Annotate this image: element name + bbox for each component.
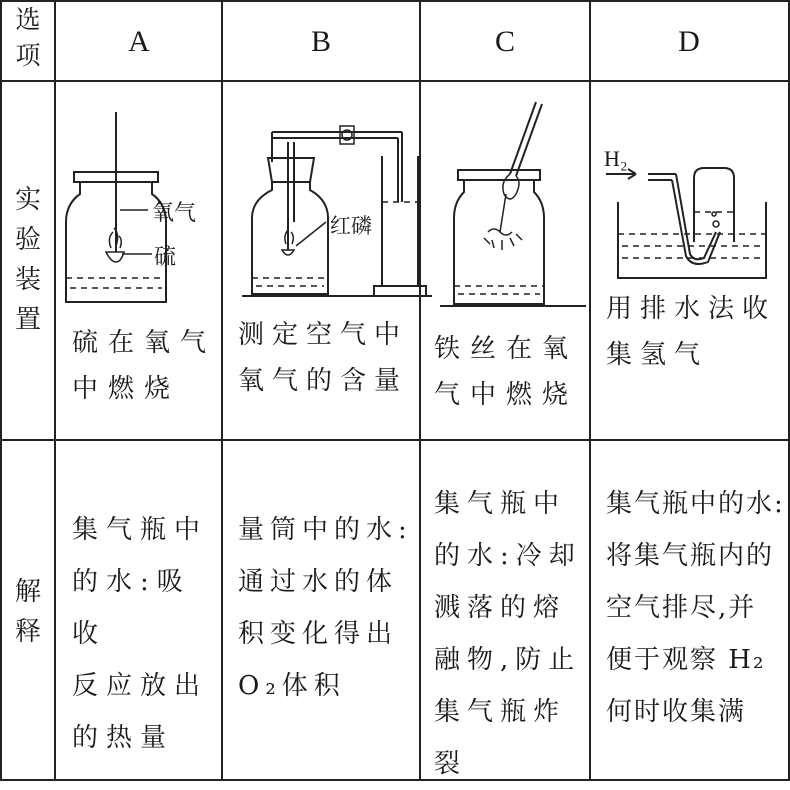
row-label-explanation-text: 解释 <box>14 577 41 647</box>
row-label-explanation <box>14 572 44 652</box>
deflagrating-spoon-a <box>106 112 124 262</box>
label-h2-d: H₂ <box>604 146 628 171</box>
corner-header <box>14 2 44 74</box>
header-a: A <box>128 25 150 58</box>
row-label-apparatus <box>14 180 44 340</box>
explanation-d: 集气瓶中的水: 将集气瓶内的 空气排尽,并 便于观察 H₂ 何时收集满 <box>606 489 785 727</box>
corner-header-text: 选项 <box>15 5 41 70</box>
header-d: D <box>678 25 700 58</box>
caption-d: 用排水法收 集氢气 <box>606 294 777 370</box>
explanation-b: 量筒中的水: 通过水的体 积变化得出 O₂体积 <box>238 515 413 701</box>
apparatus-d-diagram <box>590 82 788 312</box>
header-b: B <box>310 25 331 58</box>
explanation-c: 集气瓶中 的水:冷却 溅落的熔 融物,防止 集气瓶炸裂 <box>434 489 582 779</box>
gas-jar-b <box>252 158 328 294</box>
iron-wire-c <box>484 194 522 250</box>
label-sulfur-a: 硫 <box>154 245 177 270</box>
row-label-apparatus-text: 实验装置 <box>14 185 41 335</box>
label-red-phosphorus-b: 红磷 <box>330 214 372 238</box>
measuring-cylinder-b <box>374 156 426 296</box>
apparatus-b-diagram <box>222 82 420 312</box>
header-c: C <box>494 25 515 58</box>
tongs-c <box>503 102 542 199</box>
caption-a: 硫在氧气 中燃烧 <box>72 328 217 404</box>
inverted-jar-d <box>694 168 734 242</box>
caption-b: 测定空气中 氧气的含量 <box>238 320 409 396</box>
explanation-a: 集气瓶中 的水:吸收 反应放出 的热量 <box>72 515 209 753</box>
apparatus-a-diagram <box>56 82 222 312</box>
delivery-tube-d <box>648 174 720 264</box>
trough-d <box>618 202 766 278</box>
label-oxygen-a: 氧气 <box>152 201 197 226</box>
apparatus-c-diagram <box>420 82 590 312</box>
caption-c: 铁丝在氧 气中燃烧 <box>434 334 579 410</box>
gas-jar-c <box>454 170 544 304</box>
